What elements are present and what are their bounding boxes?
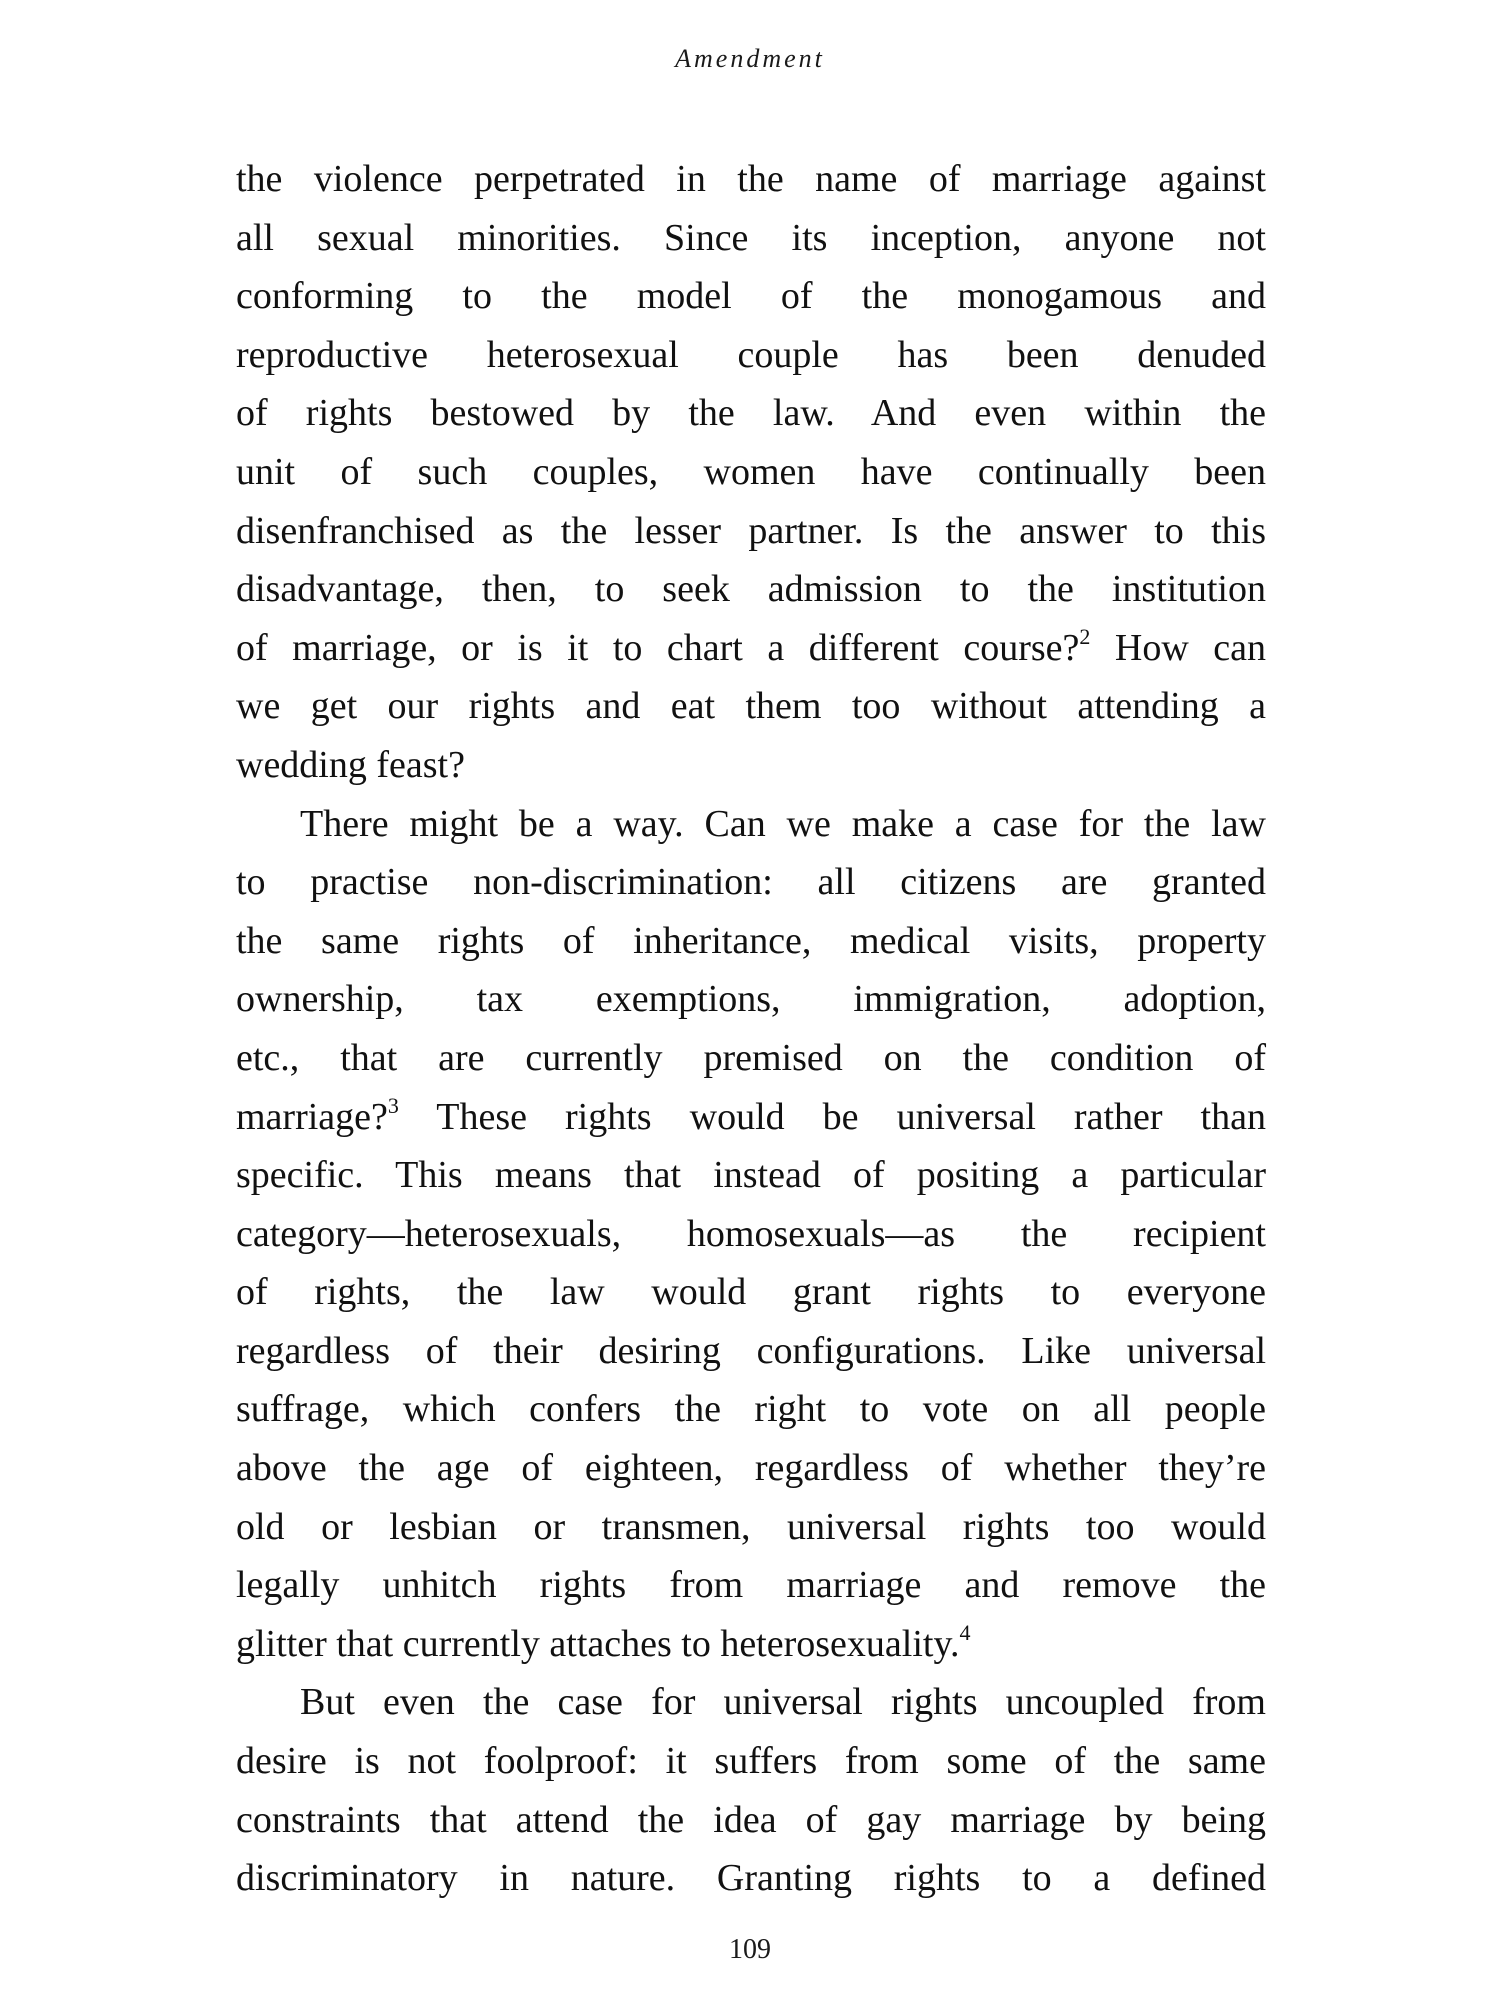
text-line: above the age of eighteen, regardless of whether they’re <box>236 1447 1266 1490</box>
text-line: constraints that attend the idea of gay marriage by being <box>236 1798 1266 1841</box>
text-line: of rights, the law would grant rights to everyone <box>236 1271 1266 1314</box>
text-line: ownership, tax exemptions, immigration, adoption, <box>236 978 1266 1021</box>
footnote-marker[interactable]: 3 <box>387 1092 399 1118</box>
text-line: legally unhitch rights from marriage and remove the <box>236 1564 1266 1607</box>
text-line: disadvantage, then, to seek admission to the institution <box>236 568 1266 611</box>
text-line: category—heterosexuals, homosexuals—as the recipient <box>236 1212 1266 1255</box>
text-line: discriminatory in nature. Granting rights to a defined <box>236 1857 1266 1900</box>
text-line: etc., that are currently premised on the condition of <box>236 1036 1266 1079</box>
text-line: unit of such couples, women have continually been <box>236 450 1266 493</box>
line-text: glitter that currently attaches to heterosexuality. <box>236 1622 960 1665</box>
line-text: These rights would be universal rather than <box>398 1095 1266 1138</box>
text-line: regardless of their desiring configurations. Like universal <box>236 1329 1266 1372</box>
text-line: all sexual minorities. Since its inception, anyone not <box>236 216 1266 259</box>
text-line: There might be a way. Can we make a case for the law <box>300 802 1266 845</box>
text-line: suffrage, which confers the right to vote on all people <box>236 1388 1266 1431</box>
text-line: disenfranchised as the lesser partner. Is the answer to this <box>236 509 1266 552</box>
line-text: How can <box>1090 626 1267 669</box>
line-text: marriage? <box>236 1095 388 1138</box>
text-line: the violence perpetrated in the name of marriage against <box>236 158 1266 200</box>
line-text: of marriage, or is it to chart a different course? <box>236 626 1080 669</box>
text-line: we get our rights and eat them too without attending a <box>236 685 1266 728</box>
text-line: But even the case for universal rights uncoupled from <box>300 1681 1266 1724</box>
running-head: Amendment <box>675 44 825 73</box>
footnote-marker[interactable]: 2 <box>1079 623 1091 649</box>
body-text <box>236 150 1266 1908</box>
text-line <box>236 619 1266 678</box>
page-number: 109 <box>729 1934 771 1965</box>
text-line <box>236 1615 1266 1674</box>
text-line: desire is not foolproof: it suffers from some of the same <box>236 1740 1266 1783</box>
text-line: the same rights of inheritance, medical visits, property <box>236 919 1266 962</box>
text-line: to practise non-discrimination: all citizens are granted <box>236 861 1266 904</box>
text-line: reproductive heterosexual couple has been denuded <box>236 333 1266 376</box>
text-line: old or lesbian or transmen, universal rights too would <box>236 1505 1266 1548</box>
text-line: wedding feast? <box>236 743 465 786</box>
text-line: of rights bestowed by the law. And even within the <box>236 392 1266 435</box>
text-line: specific. This means that instead of positing a particular <box>236 1154 1266 1197</box>
text-line: conforming to the model of the monogamous and <box>236 275 1266 318</box>
footnote-marker[interactable]: 4 <box>959 1619 971 1645</box>
text-line <box>236 1088 1266 1147</box>
